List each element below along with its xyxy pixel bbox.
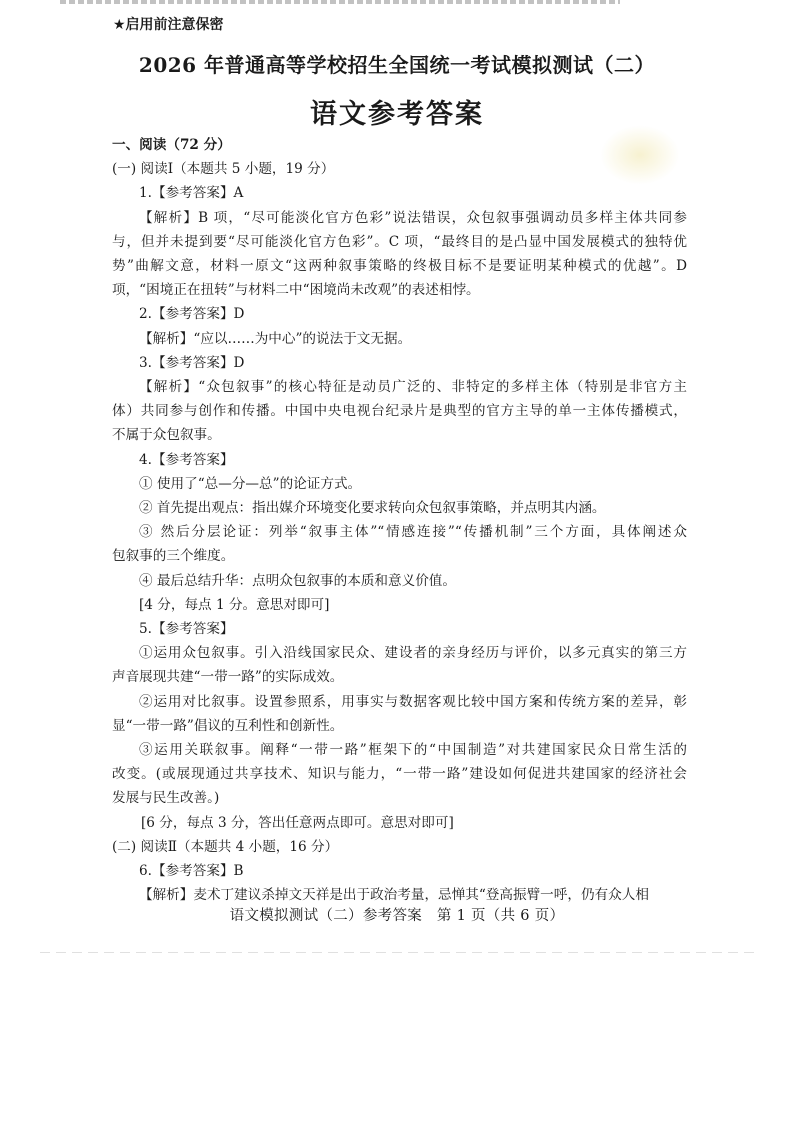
q5-point: ②运用对比叙事。设置参照系，用事实与数据客观比较中国方案和传统方案的差异，彰 (139, 693, 687, 710)
q4-score: [4 分，每点 1 分。意思对即可] (139, 596, 330, 613)
q1-analysis-line: 项，“困境正在扭转”与材料二中“困境尚未改观”的表述相悖。 (112, 282, 480, 299)
q3-answer: 3.【参考答案】D (139, 354, 245, 371)
q5-point: 声音展现共建“一带一路”的实际成效。 (112, 669, 344, 686)
subsection-heading: (一) 阅读Ⅰ（本题共 5 小题，19 分） (112, 161, 335, 178)
q5-point: 显“一带一路”倡议的互利性和创新性。 (112, 717, 344, 734)
q1-answer: 1.【参考答案】A (139, 185, 244, 202)
q4-point: ② 首先提出观点：指出媒介环境变化要求转向众包叙事策略，并点明其内涵。 (139, 500, 606, 517)
q2-answer: 2.【参考答案】D (139, 306, 245, 323)
q4-point: ① 使用了“总—分—总”的论证方式。 (139, 475, 362, 492)
q3-analysis-line: 【解析】“众包叙事”的核心特征是动员广泛的、非特定的多样主体（特别是非官方主 (139, 379, 687, 396)
q1-analysis-line: 势”曲解文意，材料一原文“这两种叙事策略的终极目标不是要证明某种模式的优越”。D (112, 258, 687, 275)
section-heading: 一、阅读（72 分） (112, 137, 231, 153)
exam-title: 2026 年普通高等学校招生全国统一考试模拟测试（二） (138, 53, 656, 77)
q4-point: 包叙事的三个维度。 (112, 548, 235, 565)
q5-answer: 5.【参考答案】 (139, 621, 234, 638)
q6-answer: 6.【参考答案】B (139, 863, 244, 880)
q4-answer: 4.【参考答案】 (139, 451, 234, 468)
answer-body (112, 133, 687, 908)
q6-analysis: 【解析】麦术丁建议杀掉文天祥是出于政治考量，忌惮其“登高振臂一呼，仍有众人相 (139, 887, 649, 904)
page-footer: 语文模拟测试（二）参考答案 第 1 页（共 6 页） (229, 908, 565, 924)
q5-point: 发展与民生改善。) (112, 790, 220, 807)
q5-point: ①运用众包叙事。引入沿线国家民众、建设者的亲身经历与评价，以多元真实的第三方 (139, 645, 687, 662)
subsection-heading: (二) 阅读Ⅱ（本题共 4 小题，16 分） (112, 838, 339, 855)
q1-analysis-line: 【解析】B 项，“尽可能淡化官方色彩”说法错误，众包叙事强调动员多样主体共同参 (139, 209, 687, 226)
q2-analysis: 【解析】“应以……为中心”的说法于文无据。 (139, 330, 412, 347)
q5-score: [6 分，每点 3 分，答出任意两点即可。意思对即可] (141, 814, 454, 831)
q5-point: ③运用关联叙事。阐释“一带一路”框架下的“中国制造”对共建国家民众日常生活的 (139, 742, 687, 759)
q3-analysis-line: 体）共同参与创作和传播。中国中央电视台纪录片是典型的官方主导的单一主体传播模式， (112, 403, 687, 420)
confidential-notice: ★启用前注意保密 (113, 17, 224, 33)
document-title: 语文参考答案 (310, 99, 484, 130)
scan-artifact (60, 0, 620, 4)
q5-point: 改变。(或展现通过共享技术、知识与能力，“一带一路”建设如何促进共建国家的经济社会 (112, 766, 687, 783)
q3-analysis-line: 不属于众包叙事。 (112, 427, 221, 444)
q1-analysis-line: 与，但并未提到要“尽可能淡化官方色彩”。C 项，“最终目的是凸显中国发展模式的独特优 (112, 233, 687, 250)
scan-edge (40, 952, 754, 953)
q4-point: ④ 最后总结升华：点明众包叙事的本质和意义价值。 (139, 572, 456, 589)
q4-point: ③ 然后分层论证：列举“叙事主体”“情感连接”“传播机制”三个方面，具体阐述众 (139, 524, 687, 541)
